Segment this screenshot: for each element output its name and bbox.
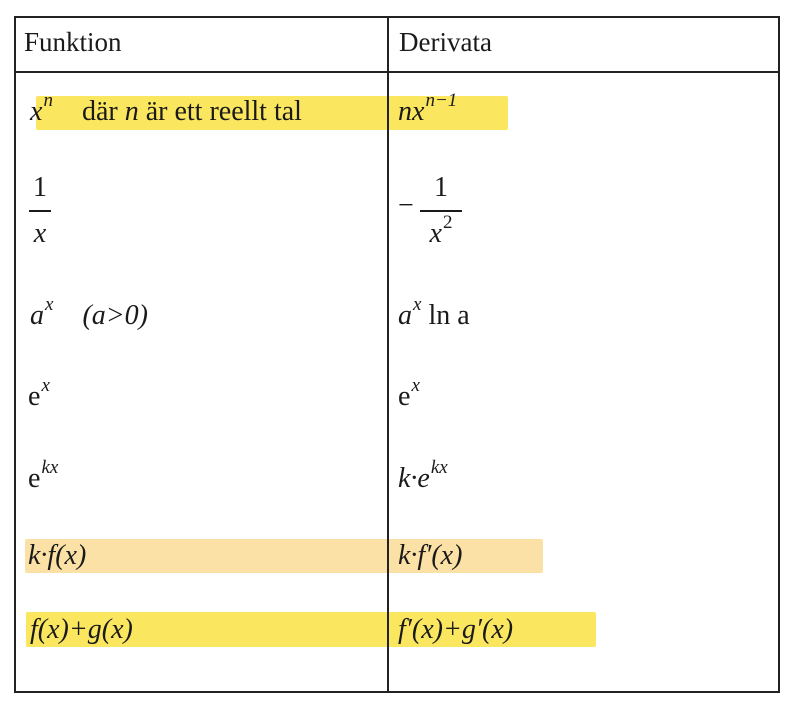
row2-d-denominator	[420, 211, 462, 249]
row1-d-exponent: n−1	[425, 90, 458, 111]
row5-f-base: e	[28, 463, 41, 494]
row1-note-pre: där	[81, 96, 125, 127]
row5-d-expr: k·e	[398, 463, 430, 494]
row3-function	[30, 294, 148, 331]
row2-function-fraction	[29, 174, 51, 248]
row7-function: f(x)+g(x)	[30, 614, 133, 645]
row3-derivative	[398, 294, 470, 331]
row1-f-exponent: n	[43, 90, 53, 111]
row4-d-base: e	[398, 381, 411, 412]
row4-derivative	[398, 375, 420, 412]
row2-f-denominator: x	[33, 217, 47, 249]
row2-d-fraction-bar	[420, 210, 462, 212]
row5-d-exponent: kx	[430, 457, 448, 478]
row1-note-var: n	[124, 96, 139, 127]
row4-function	[28, 375, 50, 412]
row6-derivative: k·f′(x)	[398, 540, 463, 571]
row6-function: k·f(x)	[28, 540, 87, 571]
row2-derivative-fraction	[420, 174, 462, 248]
row5-derivative	[398, 457, 448, 494]
row1-derivative	[398, 90, 458, 127]
row3-d-base: a	[398, 300, 412, 331]
row7-derivative: f′(x)+g′(x)	[398, 614, 514, 645]
row2-d-den-exponent: 2	[442, 211, 453, 233]
row1-function	[30, 90, 302, 127]
row3-d-tail: ln a	[428, 300, 470, 331]
header-divider	[14, 71, 780, 73]
header-function: Funktion	[24, 27, 122, 57]
row3-d-exponent: x	[413, 294, 422, 315]
row3-condition: (a>0)	[82, 300, 148, 331]
row4-d-exponent: x	[411, 375, 420, 396]
row4-f-exponent: x	[41, 375, 50, 396]
row3-f-exponent: x	[45, 294, 54, 315]
row2-f-fraction-bar	[29, 210, 51, 212]
row1-note-post: är ett reellt tal	[138, 96, 302, 127]
row2-d-numerator: 1	[434, 172, 448, 203]
row3-f-base: a	[30, 300, 44, 331]
header-derivative: Derivata	[399, 27, 492, 57]
row4-f-base: e	[28, 381, 41, 412]
column-divider	[387, 16, 389, 693]
row2-d-sign: −	[398, 190, 414, 221]
row5-f-exponent: kx	[41, 457, 59, 478]
row5-function	[28, 457, 59, 494]
row1-f-base: x	[30, 96, 43, 127]
row2-f-numerator: 1	[33, 172, 47, 203]
row2-d-den-base: x	[429, 217, 442, 249]
row1-d-base: nx	[398, 96, 425, 127]
